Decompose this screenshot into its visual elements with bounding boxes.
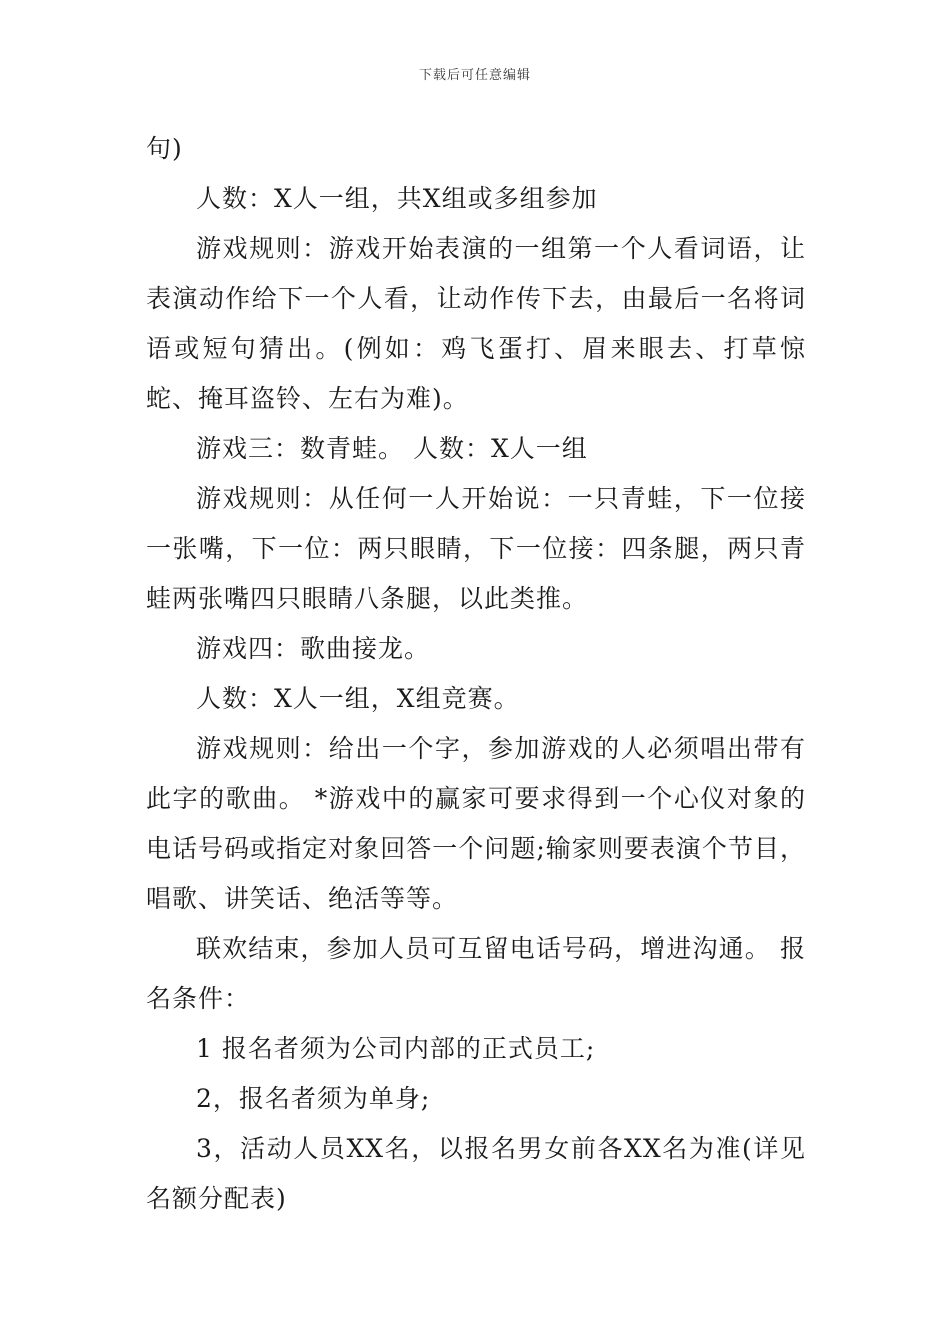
paragraph-7: 人数：X人一组，X组竞赛。 <box>196 684 520 713</box>
document-body <box>146 124 806 1224</box>
paragraph-5: 游戏规则：从任何一人开始说：一只青蛙，下一位接一张嘴，下一位：两只眼睛，下一位接：四条腿，两只青蛙两张嘴四只眼睛八条腿，以此类推。 <box>146 484 806 613</box>
paragraph-11: 2，报名者须为单身; <box>196 1084 431 1113</box>
paragraph-4: 游戏三：数青蛙。 人数：X人一组 <box>196 434 588 463</box>
paragraph-2: 人数：X人一组，共X组或多组参加 <box>196 184 598 213</box>
paragraph-10: 1 报名者须为公司内部的正式员工; <box>196 1034 596 1063</box>
paragraph-12: 3，活动人员XX名，以报名男女前各XX名为准(详见名额分配表) <box>146 1134 806 1213</box>
paragraph-9: 联欢结束，参加人员可互留电话号码，增进沟通。 报名条件： <box>146 934 806 1013</box>
paragraph-1: 句) <box>146 134 183 163</box>
paragraph-6: 游戏四：歌曲接龙。 <box>196 634 431 663</box>
page-header: 下载后可任意编辑 <box>418 68 531 83</box>
paragraph-3: 游戏规则：游戏开始表演的一组第一个人看词语，让表演动作给下一个人看，让动作传下去，由最后一名将词语或短句猜出。(例如：鸡飞蛋打、眉来眼去、打草惊蛇、掩耳盗铃、左右为难)。 <box>146 234 806 413</box>
paragraph-8: 游戏规则：给出一个字，参加游戏的人必须唱出带有此字的歌曲。 *游戏中的赢家可要求得到一个心仪对象的电话号码或指定对象回答一个问题;输家则要表演个节目，唱歌、讲笑话、绝活等等。 <box>146 734 806 913</box>
